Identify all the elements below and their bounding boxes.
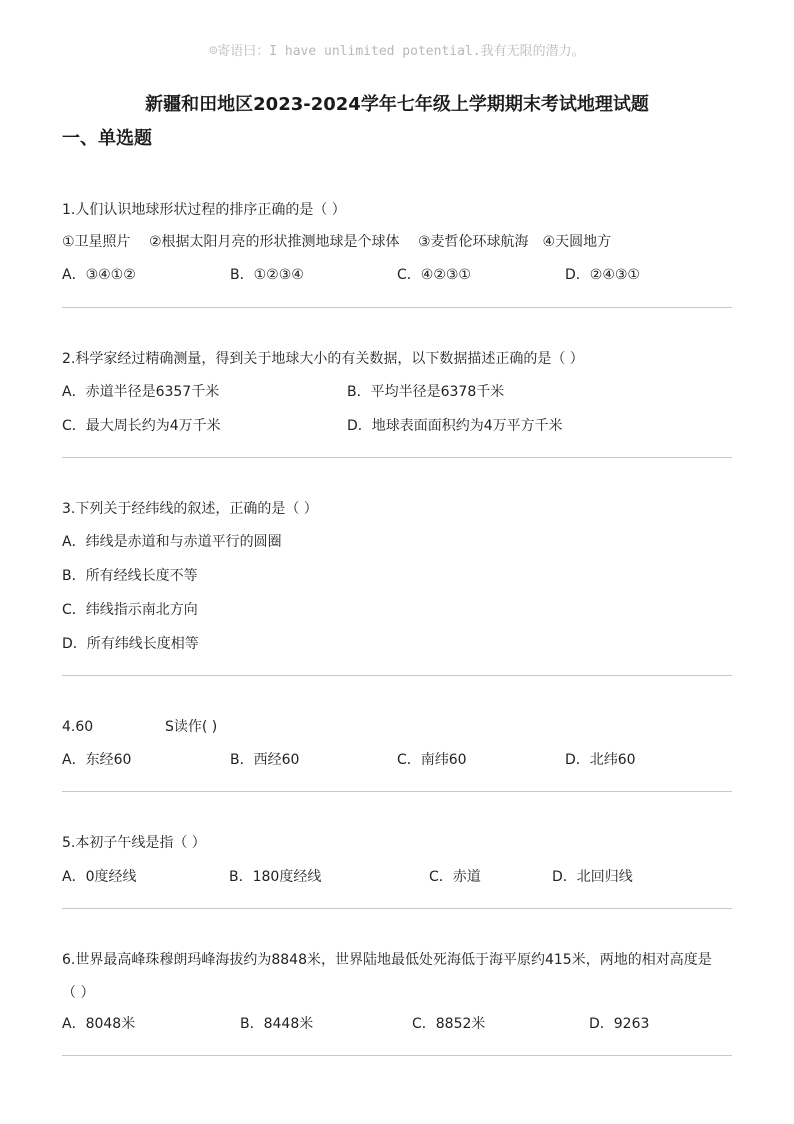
question-4-option-c: C．南纬60 xyxy=(397,752,467,768)
question-6-option-d: D．9263 xyxy=(589,1016,650,1032)
question-2-option-a: A．赤道半径是6357千米 xyxy=(62,384,220,400)
divider xyxy=(62,791,732,792)
question-1-option-a: A．③④①② xyxy=(62,267,136,283)
motto-header: ☺寄语曰：I have unlimited potential.我有无限的潜力。 xyxy=(209,44,585,59)
question-1-option-c: C．④②③① xyxy=(397,267,471,283)
question-3-option-a: A．纬线是赤道和与赤道平行的圆圈 xyxy=(62,534,282,550)
question-2-option-c: C．最大周长约为4万千米 xyxy=(62,418,221,434)
question-5-option-a: A．0度经线 xyxy=(62,869,137,885)
question-4-option-d: D．北纬60 xyxy=(565,752,636,768)
question-3-stem: 3.下列关于经纬线的叙述，正确的是（ ） xyxy=(62,501,318,517)
divider xyxy=(62,908,732,909)
page-title: 新疆和田地区2023-2024学年七年级上学期期末考试地理试题 xyxy=(145,94,649,115)
question-1-option-d: D．②④③① xyxy=(565,267,640,283)
divider xyxy=(62,675,732,676)
divider xyxy=(62,1055,732,1056)
question-6-option-c: C．8852米 xyxy=(412,1016,486,1032)
question-2-option-b: B．平均半径是6378千米 xyxy=(347,384,505,400)
question-6-option-b: B．8448米 xyxy=(240,1016,314,1032)
section-heading: 一、单选题 xyxy=(62,128,152,149)
question-1-option-b: B．①②③④ xyxy=(230,267,304,283)
question-4-option-a: A．东经60 xyxy=(62,752,132,768)
question-5-option-c: C．赤道 xyxy=(429,869,481,885)
question-4-option-b: B．西经60 xyxy=(230,752,300,768)
question-3-option-d: D．所有纬线长度相等 xyxy=(62,636,199,652)
question-2-option-d: D．地球表面面积约为4万平方千米 xyxy=(347,418,563,434)
question-2-stem: 2.科学家经过精确测量，得到关于地球大小的有关数据，以下数据描述正确的是（ ） xyxy=(62,351,584,367)
question-5-stem: 5.本初子午线是指（ ） xyxy=(62,835,206,851)
question-6-option-a: A．8048米 xyxy=(62,1016,136,1032)
question-4-stem-number: 4.60 xyxy=(62,719,94,735)
question-1-stem: 1.人们认识地球形状过程的排序正确的是（ ） xyxy=(62,202,346,218)
question-6-stem-continued: （ ） xyxy=(62,985,95,1001)
question-6-stem: 6.世界最高峰珠穆朗玛峰海拔约为8848米，世界陆地最低处死海低于海平原约415米，两地的相对高度是 xyxy=(62,952,712,968)
question-1-items: ①卫星照片 ②根据太阳月亮的形状推测地球是个球体 ③麦哲伦环球航海 ④天圆地方 xyxy=(62,234,612,250)
question-4-stem-text: S读作( ) xyxy=(165,719,218,735)
divider xyxy=(62,457,732,458)
question-3-option-b: B．所有经线长度不等 xyxy=(62,568,198,584)
question-5-option-d: D．北回归线 xyxy=(552,869,633,885)
question-5-option-b: B．180度经线 xyxy=(229,869,322,885)
divider xyxy=(62,307,732,308)
question-3-option-c: C．纬线指示南北方向 xyxy=(62,602,198,618)
